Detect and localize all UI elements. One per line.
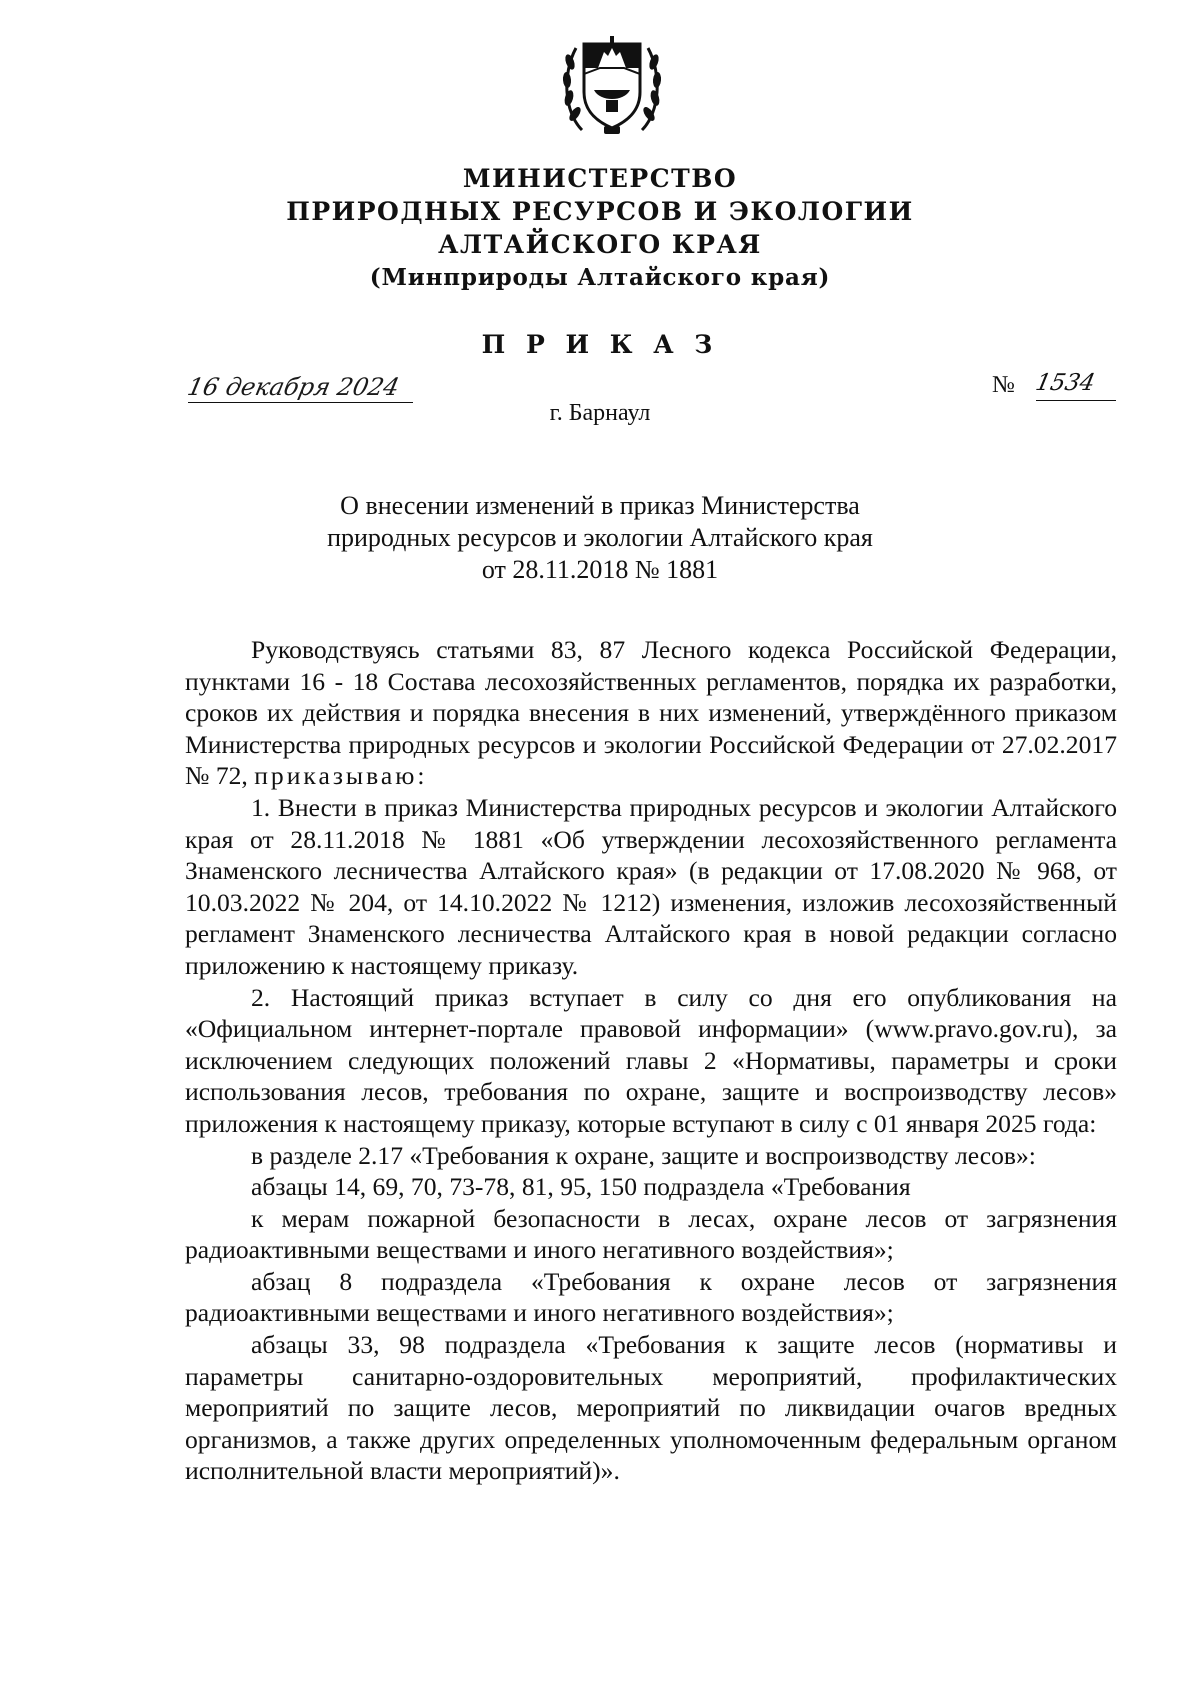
city: г. Барнаул [549, 400, 651, 426]
paragraph-4b: к мерам пожарной безопасности в лесах, охране лесов от загрязнения радиоактивными веществами и иного негативного воздействия»; [185, 1203, 1117, 1265]
date-underline [188, 402, 413, 403]
title-line-1: О внесении изменений в приказ Министерства [340, 491, 860, 520]
header-line-2: ПРИРОДНЫХ РЕСУРСОВ И ЭКОЛОГИИ [286, 197, 914, 226]
document-number [992, 370, 1122, 410]
document-body [185, 634, 1117, 1487]
paragraph-1: 1. Внести в приказ Министерства природных ресурсов и экологии Алтайского края от 28.11.2018 № 1881 «Об утверждении лесохозяйственного регламента Знаменского лесничества Алтайского края» (в редакции от 17.08.2020 № 968, от 10.03.2022 № 204, от 14.10.2022 № 1212) изменения, изложив лесохозяйственный регламент Знаменского лесничества Алтайского края в новой редакции согласно приложению к настоящему приказу. [185, 792, 1117, 980]
paragraph-2: 2. Настоящий приказ вступает в силу со дня его опубликования на «Официальном интернет-портале правовой информации» (www.pravo.gov.ru), за исключением следующих положений главы 2 «Нормативы, параметры и сроки использования лесов, требования по охране, защите и воспроизводству лесов» приложения к настоящему приказу, которые вступают в силу с 01 января 2025 года: [185, 982, 1117, 1138]
document-type: П Р И К А З [481, 330, 719, 359]
number-label: № [992, 372, 1015, 398]
date-handwritten: 16 декабря 2024 [185, 373, 402, 401]
header-line-3: АЛТАЙСКОГО КРАЯ [438, 230, 762, 259]
intro-text: Руководствуясь статьями 83, 87 Лесного кодекса Российской Федерации, пунктами 16 - 18 Состава лесохозяйственных регламентов, порядка их разработки, сроков их действия и порядка внесения в них изменений, утверждённого приказом Министерства природных ресурсов и экологии Российской Федерации от 27.02.2017 № 72, [185, 635, 1117, 791]
title-line-3: от 28.11.2018 № 1881 [481, 555, 719, 584]
document-title [250, 490, 950, 586]
paragraph-5: абзац 8 подраздела «Требования к охране лесов от загрязнения радиоактивными веществами и иного негативного воздействия»; [185, 1266, 1117, 1328]
header-line-1: МИНИСТЕРСТВО [462, 164, 738, 193]
paragraph-6: абзацы 33, 98 подраздела «Требования к защите лесов (нормативы и параметры санитарно-оздоровительных мероприятий, профилактических мероприятий по защите лесов, мероприятий по ликвидации очагов вредных организмов, а также других определенных уполномоченным федеральным органом исполнительной власти мероприятий)». [185, 1330, 1117, 1486]
paragraph-3: в разделе 2.17 «Требования к охране, защите и воспроизводству лесов»: [251, 1140, 1036, 1170]
paragraph-4a: абзацы 14, 69, 70, 73-78, 81, 95, 150 подраздела «Требования [251, 1172, 911, 1202]
ministry-header [200, 162, 1000, 294]
title-line-2: природных ресурсов и экологии Алтайского края [327, 523, 873, 552]
number-underline [1036, 400, 1116, 401]
paragraph-intro [185, 634, 1117, 792]
document-date [185, 372, 413, 436]
coat-of-arms-icon [560, 22, 664, 140]
number-value: 1534 [1033, 370, 1098, 396]
header-short-name: (Минприроды Алтайского края) [369, 264, 831, 291]
intro-decree-word: приказываю: [254, 761, 428, 791]
